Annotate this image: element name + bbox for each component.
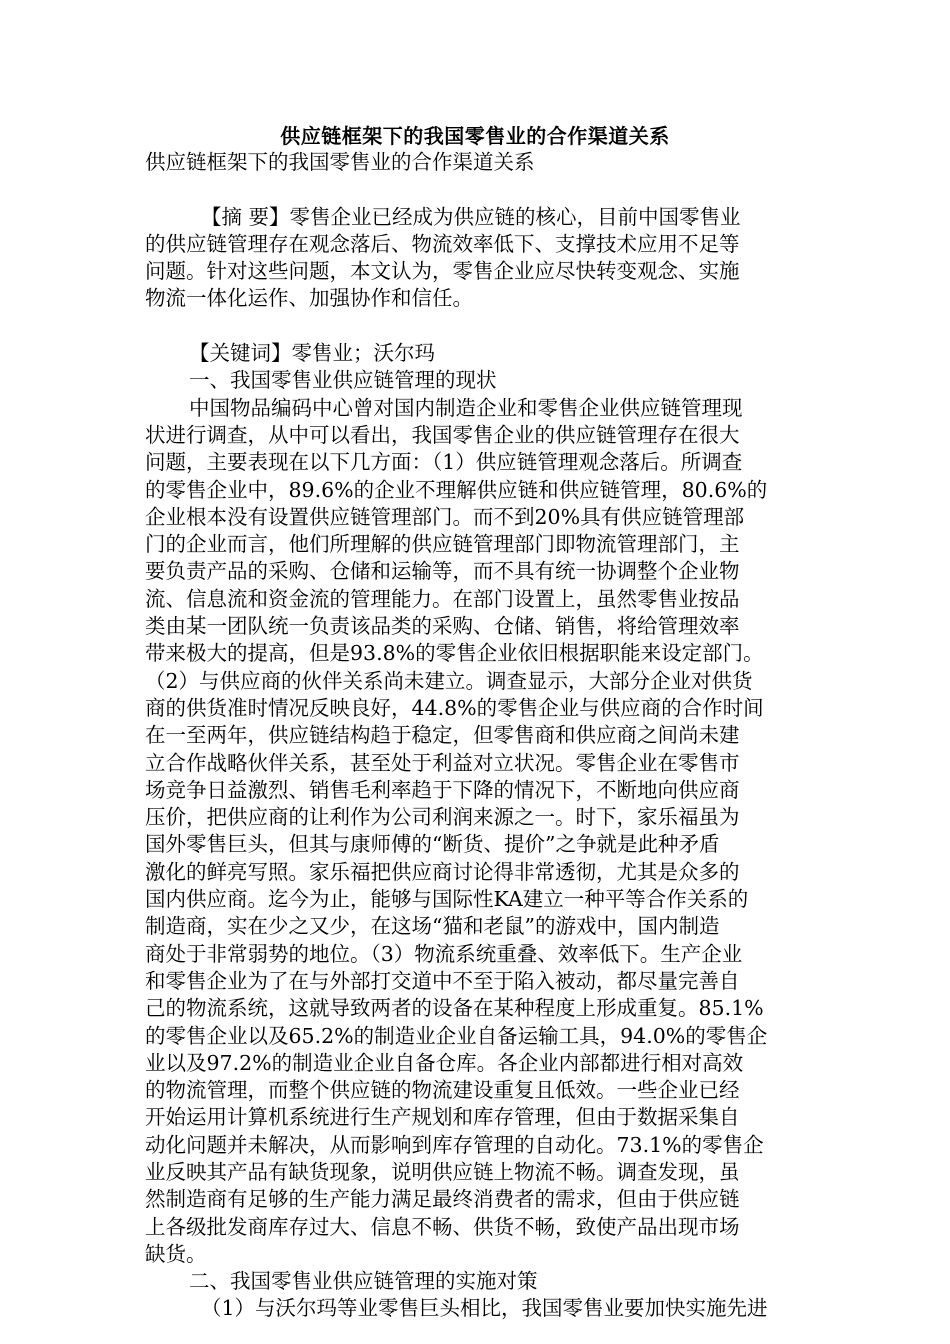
abstract-paragraph — [145, 204, 805, 313]
abstract-line: 物流一体化运作、加强协作和信任。 — [145, 286, 473, 311]
section2-paragraph — [145, 1295, 805, 1322]
section-heading: 二、我国零售业供应链管理的实施对策 — [189, 1269, 538, 1294]
paragraph-line: 业反映其产品有缺货现象，说明供应链上物流不畅。调查发现，虽 — [145, 1159, 740, 1184]
paragraph-line: 上各级批发商库存过大、信息不畅、供货不畅，致使产品出现市场 — [145, 1214, 740, 1239]
paragraph-line: （1）与沃尔玛等业零售巨头相比，我国零售业要加快实施先进 — [201, 1296, 768, 1321]
abstract-line: 的供应链管理存在观念落后、物流效率低下、支撑技术应用不足等 — [145, 231, 740, 256]
paragraph-line: 流、信息流和资金流的管理能力。在部门设置上，虽然零售业按品 — [145, 586, 740, 611]
paragraph-line: 的物流管理，而整个供应链的物流建设重复且低效。一些企业已经 — [145, 1078, 740, 1103]
paragraph-line: 国内供应商。迄今为止，能够与国际性KA建立一种平等合作关系的 — [145, 887, 749, 912]
paragraph-line: 商的供货准时情况反映良好，44.8%的零售企业与供应商的合作时间 — [145, 695, 764, 720]
paragraph-line: 在一至两年，供应链结构趋于稳定，但零售商和供应商之间尚未建 — [145, 723, 740, 748]
keywords-line: 【关键词】零售业；沃尔玛 — [189, 341, 435, 366]
document-subtitle: 供应链框架下的我国零售业的合作渠道关系 — [145, 150, 535, 174]
paragraph-line: 业以及97.2%的制造业企业自备仓库。各企业内部都进行相对高效 — [145, 1050, 744, 1075]
paragraph-line: 门的企业而言，他们所理解的供应链管理部门即物流管理部门，主 — [145, 532, 740, 557]
paragraph-line: 类由某一团队统一负责该品类的采购、仓储、销售，将给管理效率 — [145, 614, 740, 639]
paragraph-line: 激化的鲜亮写照。家乐福把供应商讨论得非常透彻，尤其是众多的 — [145, 859, 740, 884]
paragraph-line: 压价，把供应商的让利作为公司利润来源之一。时下，家乐福虽为 — [145, 805, 740, 830]
paragraph-line: 动化问题并未解决，从而影响到库存管理的自动化。73.1%的零售企 — [145, 1132, 764, 1157]
paragraph-line: （2）与供应商的伙伴关系尚未建立。调查显示，大部分企业对供货 — [145, 668, 753, 693]
paragraph-line: 问题，主要表现在以下几方面：（1）供应链管理观念落后。所调查 — [145, 450, 743, 475]
paragraph-line: 企业根本没有设置供应链管理部门。而不到20%具有供应链管理部 — [145, 504, 745, 529]
abstract-line: 问题。针对这些问题，本文认为，零售企业应尽快转变观念、实施 — [145, 259, 740, 284]
paragraph-line: 和零售企业为了在与外部打交道中不至于陷入被动，都尽量完善自 — [145, 968, 740, 993]
paragraph-line: 然制造商有足够的生产能力满足最终消费者的需求，但由于供应链 — [145, 1187, 740, 1212]
blank-line — [145, 176, 805, 203]
paragraph-line: 的零售企业以及65.2%的制造业企业自备运输工具，94.0%的零售企 — [145, 1023, 768, 1048]
paragraph-line: 的零售企业中，89.6%的企业不理解供应链和供应链管理，80.6%的 — [145, 477, 768, 502]
blank-line — [145, 313, 805, 340]
paragraph-line: 立合作战略伙伴关系，甚至处于利益对立状况。零售企业在零售市 — [145, 750, 740, 775]
paragraph-line: 己的物流系统，这就导致两者的设备在某种程度上形成重复。85.1% — [145, 996, 764, 1021]
paragraph-line: 场竞争日益激烈、销售毛利率趋于下降的情况下，不断地向供应商 — [145, 777, 740, 802]
paragraph-line: 缺货。 — [145, 1241, 207, 1266]
paragraph-line: 制造商，实在少之又少，在这场“猫和老鼠”的游戏中，国内制造 — [145, 914, 720, 939]
document-title: 供应链框架下的我国零售业的合作渠道关系 — [280, 124, 670, 148]
paragraph-line: 要负责产品的采购、仓储和运输等，而不具有统一协调整个企业物 — [145, 559, 740, 584]
section1-paragraph — [145, 395, 805, 1269]
paragraph-line: 带来极大的提高，但是93.8%的零售企业依旧根据职能来设定部门。 — [145, 641, 764, 666]
paragraph-line: 国外零售巨头，但其与康师傅的“断货、提价”之争就是此种矛盾 — [145, 832, 720, 857]
section-heading: 一、我国零售业供应链管理的现状 — [189, 368, 497, 393]
document-body — [145, 149, 805, 1323]
paragraph-line: 商处于非常弱势的地位。（3）物流系统重叠、效率低下。生产企业 — [145, 941, 743, 966]
paragraph-line: 中国物品编码中心曾对国内制造企业和零售企业供应链管理现 — [189, 395, 743, 420]
paragraph-line: 开始运用计算机系统进行生产规划和库存管理，但由于数据采集自 — [145, 1105, 740, 1130]
paragraph-line: 状进行调查，从中可以看出，我国零售企业的供应链管理存在很大 — [145, 422, 740, 447]
abstract-line: 【摘 要】零售企业已经成为供应链的核心，目前中国零售业 — [201, 204, 741, 229]
